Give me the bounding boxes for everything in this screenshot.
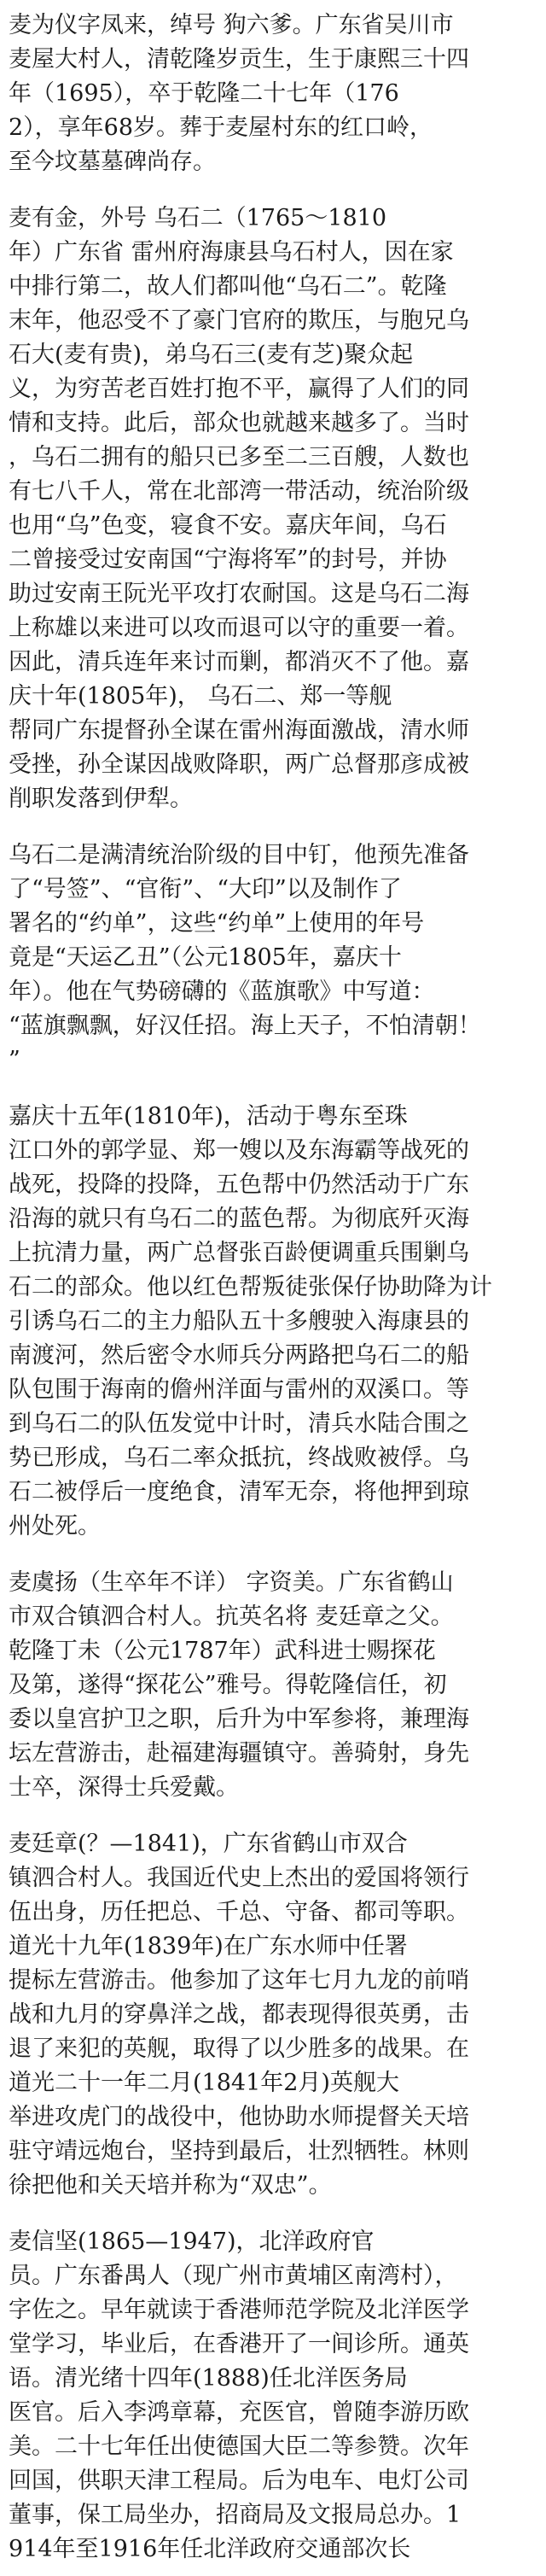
text-line: “蓝旗飘飘，好汉任招。海上天子，不怕清朝！ bbox=[9, 1013, 481, 1039]
text-line: 2），享年68岁。葬于麦屋村东的红口岭， bbox=[9, 114, 433, 141]
text-line: 美。二十七年任出使德国大臣二等参赞。次年 bbox=[9, 2433, 469, 2460]
text-line: 末年，他忍受不了豪门官府的欺压，与胞兄乌 bbox=[9, 307, 469, 334]
text-line: 语。清光绪十四年(1888)任北洋医务局 bbox=[9, 2365, 408, 2392]
text-line: 麦有金，外号 乌石二（1765～1810 bbox=[9, 205, 387, 231]
text-line: ，乌石二拥有的船只已多至二三百艘，人数也 bbox=[9, 444, 469, 470]
text-line: 义，为穷苦老百姓打抱不平，赢得了人们的同 bbox=[9, 376, 469, 402]
text-line: 坛左营游击，赴福建海疆镇守。善骑射，身先 bbox=[9, 1740, 469, 1767]
text-line: 回国，供职天津工程局。后为电车、电灯公司 bbox=[9, 2468, 469, 2494]
text-line: 受挫，孙全谋因战败降职，两广总督那彦成被 bbox=[9, 751, 469, 778]
text-line: 也用“乌”色变，寝食不安。嘉庆年间，乌石 bbox=[9, 512, 447, 539]
text-line: 道光十九年(1839年)在广东水师中任署 bbox=[9, 1933, 408, 1960]
text-line: 助过安南王阮光平攻打农耐国。这是乌石二海 bbox=[9, 581, 469, 607]
text-line: 士卒，深得士兵爱戴。 bbox=[9, 1774, 239, 1801]
biography-entry bbox=[9, 9, 537, 179]
text-line: 员。广东番禺人（现广州市黄埔区南湾村）， bbox=[9, 2263, 458, 2289]
text-line: 麦屋大村人，清乾隆岁贡生，生于康熙三十四 bbox=[9, 46, 469, 73]
text-line: 麦信坚(1865—1947)，北洋政府官 bbox=[9, 2228, 375, 2255]
text-line: 有七八千人，常在北部湾一带活动，统治阶级 bbox=[9, 478, 469, 505]
text-line: 二曾接受过安南国“宁海将军”的封号，并协 bbox=[9, 546, 447, 573]
biography-entry bbox=[9, 202, 537, 816]
text-line: 市双合镇泗合村人。抗英名将 麦廷章之父。 bbox=[9, 1603, 454, 1630]
text-line: 字佐之。早年就读于香港师范学院及北洋医学 bbox=[9, 2297, 469, 2323]
text-line: 战和九月的穿鼻洋之战，都表现得很英勇，击 bbox=[9, 2001, 469, 2028]
biography-entry bbox=[9, 1827, 537, 2203]
text-line: 竟是“天运乙丑”（公元1805年，嘉庆十 bbox=[9, 944, 402, 971]
text-line: 情和支持。此后，部众也就越来越多了。当时 bbox=[9, 410, 469, 436]
text-line: 医官。后入李鸿章幕，充医官，曾随李游历欧 bbox=[9, 2399, 469, 2426]
text-line: 914年至1916年任北洋政府交通部次长 bbox=[9, 2536, 411, 2562]
text-line: 了“号签”、“官衔”、“大印”以及制作了 bbox=[9, 876, 402, 902]
text-line: 至今坟墓墓碑尚存。 bbox=[9, 149, 216, 175]
text-line: 石二的部众。他以红色帮叛徒张保仔协助降为计 bbox=[9, 1274, 492, 1300]
text-line: ” bbox=[9, 1047, 20, 1073]
text-line: 上抗清力量，两广总督张百龄便调重兵围剿乌 bbox=[9, 1240, 469, 1266]
text-line: 势已形成，乌石二率众抵抗，终战败被俘。乌 bbox=[9, 1445, 469, 1471]
text-line: 董事，保工局坐办，招商局及文报局总办。1 bbox=[9, 2502, 462, 2528]
text-line: 削职发落到伊犁。 bbox=[9, 786, 193, 812]
text-line: 提标左营游击。他参加了这年七月九龙的前哨 bbox=[9, 1967, 469, 1994]
text-line: 伍出身，历任把总、千总、守备、都司等职。 bbox=[9, 1899, 469, 1925]
text-line: 庆十年(1805年)， 乌石二、郑一等舰 bbox=[9, 683, 392, 710]
text-line: 石二被俘后一度绝食，清军无奈，将他押到琼 bbox=[9, 1479, 469, 1505]
text-line: 南渡河，然后密令水师兵分两路把乌石二的船 bbox=[9, 1342, 469, 1369]
text-line: 到乌石二的队伍发觉中计时，清兵水陆合围之 bbox=[9, 1411, 469, 1437]
text-line: 麦为仪字凤来，绰号 狗六爹。广东省吴川市 bbox=[9, 12, 454, 38]
text-line: 江口外的郭学显、郑一嫂以及东海霸等战死的 bbox=[9, 1137, 469, 1164]
text-line: 中排行第二，故人们都叫他“乌石二”。乾隆 bbox=[9, 273, 447, 300]
text-line: 沿海的就只有乌石二的蓝色帮。为彻底歼灭海 bbox=[9, 1206, 469, 1232]
text-line: 麦廷章(？—1841)，广东省鹤山市双合 bbox=[9, 1831, 408, 1857]
text-line: 年（1695），卒于乾隆二十七年（176 bbox=[9, 80, 399, 107]
text-line: 堂学习，毕业后，在香港开了一间诊所。通英 bbox=[9, 2331, 469, 2357]
text-line: 帮同广东提督孙全谋在雷州海面激战，清水师 bbox=[9, 717, 469, 744]
text-line: 队包围于海南的儋州洋面与雷州的双溪口。等 bbox=[9, 1376, 469, 1403]
text-line: 署名的“约单”，这些“约单”上使用的年号 bbox=[9, 910, 425, 937]
text-line: 州处死。 bbox=[9, 1513, 101, 1539]
text-line: 乾隆丁未（公元1787年）武科进士赐探花 bbox=[9, 1638, 436, 1664]
text-line: 委以皇宫护卫之职，后升为中军参将，兼理海 bbox=[9, 1706, 469, 1732]
text-line: 及第，遂得“探花公”雅号。得乾隆信任，初 bbox=[9, 1672, 447, 1698]
text-line: 镇泗合村人。我国近代史上杰出的爱国将领行 bbox=[9, 1865, 469, 1891]
text-line: 麦虞扬（生卒年不详） 字资美。广东省鹤山 bbox=[9, 1569, 454, 1596]
text-line: 驻守靖远炮台，坚持到最后，壮烈牺牲。林则 bbox=[9, 2138, 469, 2164]
text-line: 徐把他和关天培并称为“双忠”。 bbox=[9, 2172, 332, 2199]
text-line: 退了来犯的英舰，取得了以少胜多的战果。在 bbox=[9, 2036, 469, 2062]
text-line: 引诱乌石二的主力船队五十多艘驶入海康县的 bbox=[9, 1308, 469, 1335]
biography-entry bbox=[9, 2225, 537, 2567]
text-line: 因此，清兵连年来讨而剿，都消灭不了他。嘉 bbox=[9, 649, 469, 675]
text-line: 战死，投降的投降，五色帮中仍然活动于广东 bbox=[9, 1171, 469, 1198]
text-line: 年）广东省 雷州府海康县乌石村人，因在家 bbox=[9, 239, 454, 266]
text-line: 上称雄以来进可以攻而退可以守的重要一着。 bbox=[9, 615, 469, 641]
text-line: 乌石二是满清统治阶级的目中钉，他预先准备 bbox=[9, 842, 469, 868]
text-line: 举进攻虎门的战役中，他协助水师提督关天培 bbox=[9, 2104, 469, 2130]
text-line: 道光二十一年二月(1841年2月)英舰大 bbox=[9, 2070, 399, 2096]
text-line: 石大(麦有贵)，弟乌石三(麦有芝)聚众起 bbox=[9, 342, 414, 368]
text-line: 年）。他在气势磅礴的《蓝旗歌》中写道： bbox=[9, 978, 435, 1005]
text-line: 嘉庆十五年(1810年)，活动于粤东至珠 bbox=[9, 1103, 408, 1130]
biography-entry bbox=[9, 838, 537, 1078]
biography-entry bbox=[9, 1566, 537, 1805]
biography-entry bbox=[9, 1100, 537, 1544]
